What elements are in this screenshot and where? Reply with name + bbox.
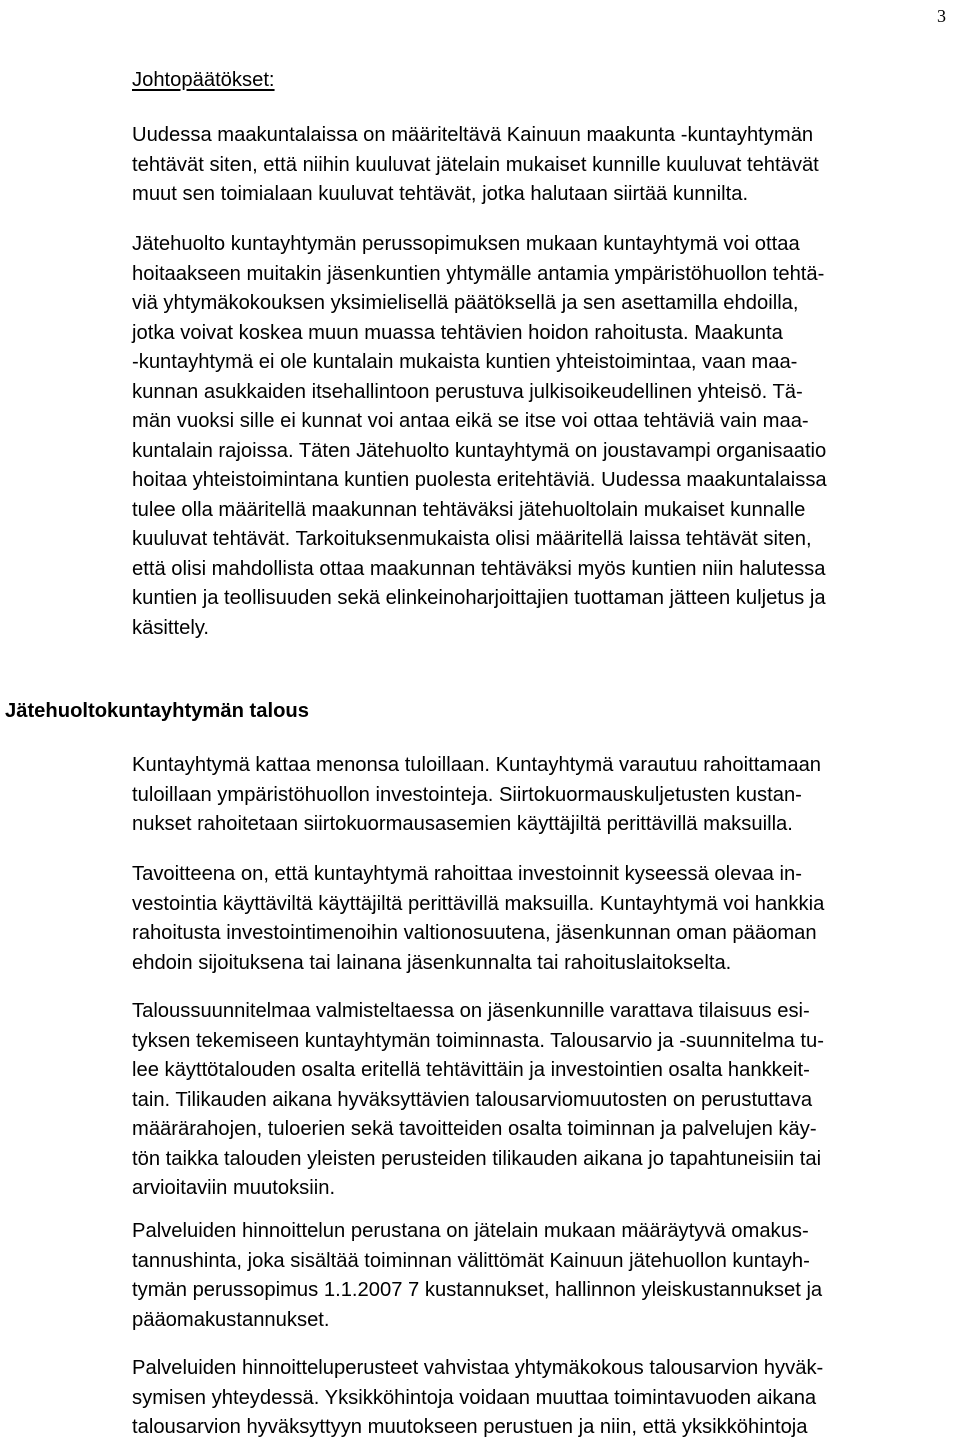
text-line: jotka voivat koskea muun muassa tehtävien hoidon rahoitusta. Maakunta (132, 321, 783, 344)
text-line: hoitaakseen muitakin jäsenkuntien yhtymälle antamia ympäristöhuollon tehtä- (132, 262, 825, 285)
text-line: -kuntayhtymä ei ole kuntalain mukaista kuntien yhteistoimintaa, vaan maa- (132, 351, 798, 373)
text-line: tulee olla määritellä maakunnan tehtäväksi jätehuoltolain mukaiset kunnalle (132, 498, 806, 521)
text-line: nukset rahoitetaan siirtokuormausasemien käyttäjiltä perittävillä maksuilla. (132, 813, 793, 835)
text-line: vestointia käyttäviltä käyttäjiltä perittävillä maksuilla. Kuntayhtymä voi hankkia (132, 892, 825, 915)
text-line: että olisi mahdollista ottaa maakunnan tehtäväksi myös kuntien niin halutessa (132, 557, 826, 580)
text-line: Kuntayhtymä kattaa menonsa tuloillaan. Kuntayhtymä varautuu rahoittamaan (132, 754, 822, 776)
talous-paragraph-4 (132, 1217, 952, 1335)
page-number: 3 (937, 6, 946, 26)
text-line: arvioitaviin muutoksiin. (132, 1177, 336, 1199)
text-line: tymän perussopimus 1.1.2007 7 kustannukset, hallinnon yleiskustannukset ja (132, 1279, 823, 1301)
talous-paragraph-5 (132, 1354, 952, 1443)
text-line: tehtävät siten, että niihin kuuluvat jätelain mukaiset kunnille kuuluvat tehtävät (132, 153, 819, 176)
conclusions-paragraph-1 (132, 121, 952, 210)
text-line: talousarvion hyväksyttyyn muutokseen perustuen ja niin, että yksikköhintoja (132, 1416, 808, 1438)
text-line: viä yhtymäkokouksen yksimielisellä päätöksellä ja sen asettamilla ehdoilla, (132, 292, 799, 314)
text-line: kuntalain rajoissa. Täten Jätehuolto kuntayhtymä on joustavampi organisaatio (132, 439, 827, 462)
text-line: Tavoitteena on, että kuntayhtymä rahoittaa investoinnit kyseessä olevaa in- (132, 863, 802, 885)
talous-paragraph-1 (132, 751, 952, 840)
talous-paragraph-2 (132, 860, 952, 978)
text-line: tain. Tilikauden aikana hyväksyttävien talousarviomuutosten on perustuttava (132, 1088, 813, 1111)
text-line: män vuoksi sille ei kunnat voi antaa eikä se itse voi ottaa tehtäviä vain maa- (132, 410, 809, 432)
text-line: Taloussuunnitelmaa valmisteltaessa on jäsenkunnille varattava tilaisuus esi- (132, 1000, 810, 1022)
text-line: hoitaa yhteistoimintana kuntien puolesta eritehtäviä. Uudessa maakuntalaissa (132, 469, 827, 491)
text-line: kunnan asukkaiden itsehallintoon perustuva julkisoikeudellinen yhteisö. Tä- (132, 380, 803, 403)
text-line: pääomakustannukset. (132, 1308, 330, 1331)
text-line: muut sen toimialaan kuuluvat tehtävät, jotka halutaan siirtää kunnilta. (132, 183, 749, 205)
conclusions-paragraph-2 (132, 230, 952, 643)
text-line: Palveluiden hinnoitteluperusteet vahvistaa yhtymäkokous talousarvion hyväk- (132, 1357, 824, 1379)
text-line: tön taikka talouden yleisten perusteiden tilikauden aikana jo tapahtuneisiin tai (132, 1147, 822, 1170)
text-line: Jätehuolto kuntayhtymän perussopimuksen mukaan kuntayhtymä voi ottaa (132, 233, 800, 255)
text-line: symisen yhteydessä. Yksikköhintoja voidaan muuttaa toimintavuoden aikana (132, 1386, 817, 1409)
text-line: tannushinta, joka sisältää toiminnan välittömät Kainuun jätehuollon kuntayh- (132, 1249, 810, 1272)
text-line: ehdoin sijoituksena tai lainana jäsenkunnalta tai rahoituslaitokselta. (132, 951, 732, 974)
text-line: kuntien ja teollisuuden sekä elinkeinoharjoittajien tuottaman jätteen kuljetus ja (132, 587, 826, 609)
text-line: Uudessa maakuntalaissa on määriteltävä Kainuun maakunta -kuntayhtymän (132, 124, 814, 146)
text-line: tyksen tekemiseen kuntayhtymän toiminnasta. Talousarvio ja -suunnitelma tu- (132, 1029, 824, 1052)
text-line: käsittely. (132, 616, 210, 639)
text-line: Palveluiden hinnoittelun perustana on jätelain mukaan määräytyvä omakus- (132, 1220, 809, 1242)
text-line: lee käyttötalouden osalta eritellä tehtävittäin ja investointien osalta hankkeit- (132, 1059, 810, 1081)
text-line: rahoitusta investointimenoihin valtionosuutena, jäsenkunnan oman pääoman (132, 922, 817, 944)
talous-paragraph-3 (132, 997, 952, 1204)
text-line: tuloillaan ympäristöhuollon investointeja. Siirtokuormauskuljetusten kustan- (132, 783, 802, 806)
text-line: määrärahojen, tuloerien sekä tavoitteiden osalta toiminnan ja palvelujen käy- (132, 1118, 817, 1140)
section-heading: Jätehuoltokuntayhtymän talous (5, 700, 309, 722)
conclusions-heading: Johtopäätökset: (132, 69, 275, 91)
text-line: kuuluvat tehtävät. Tarkoituksenmukaista olisi määritellä laissa tehtävät siten, (132, 528, 812, 550)
